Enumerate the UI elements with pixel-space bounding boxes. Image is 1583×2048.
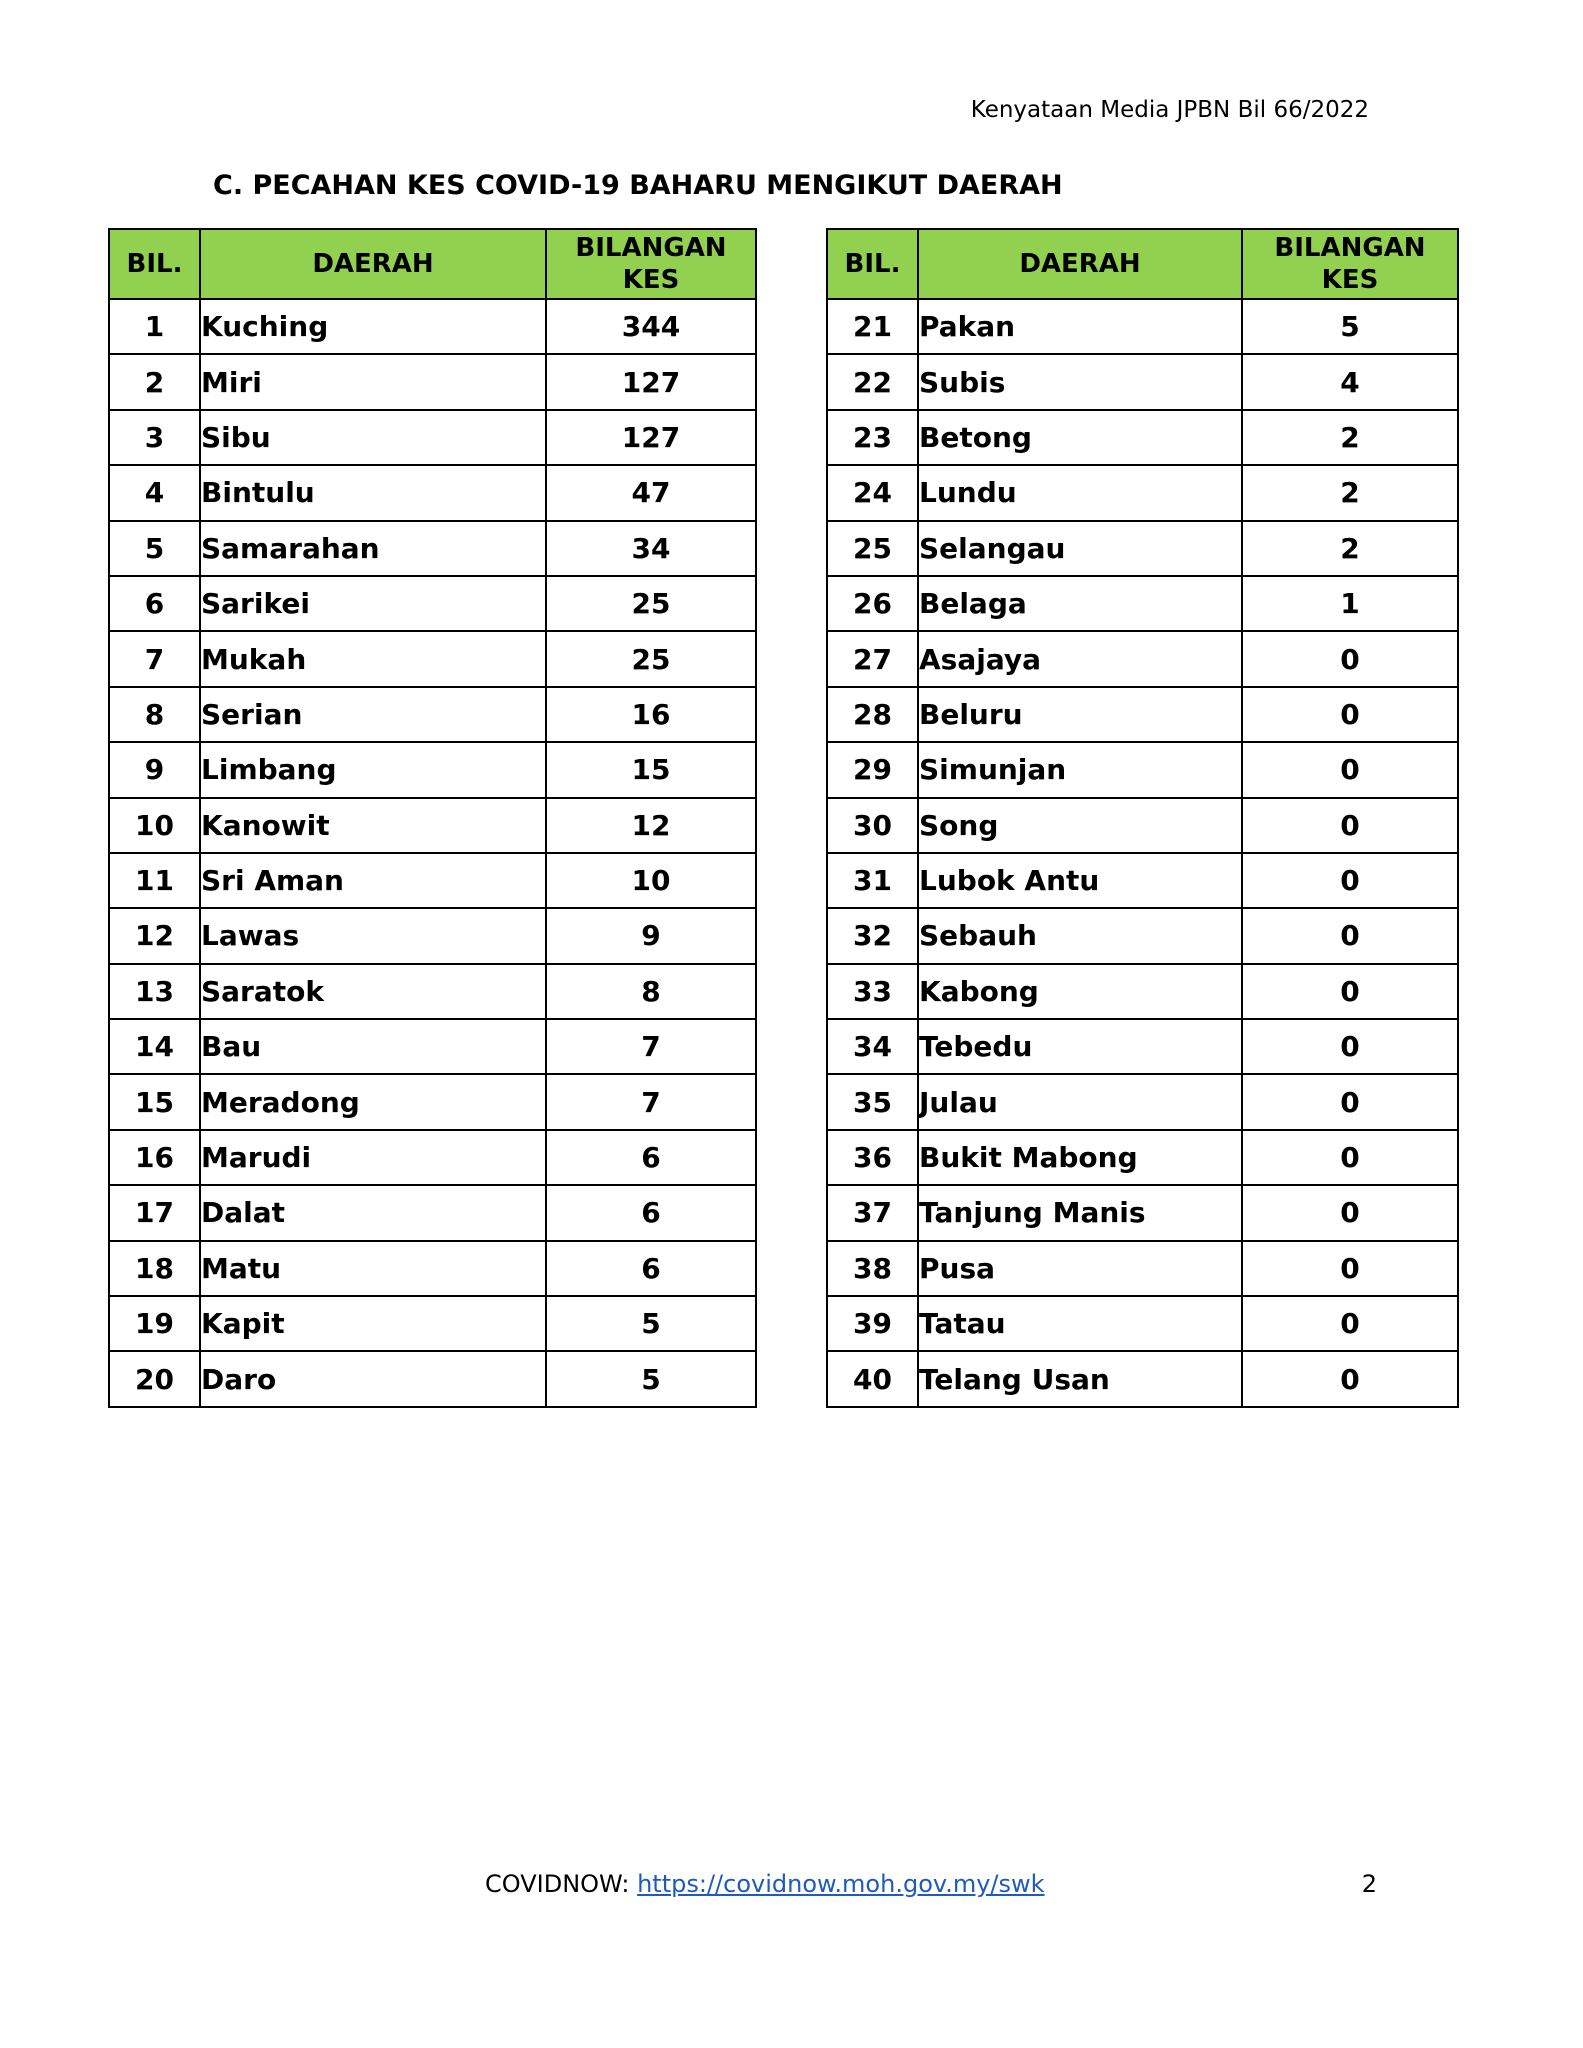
table-row [109, 1130, 756, 1185]
table-row [827, 354, 1458, 409]
table-row [109, 853, 756, 908]
case-count: 0 [1242, 631, 1458, 686]
table-row [109, 299, 756, 354]
case-count: 47 [546, 465, 756, 520]
table-row [827, 853, 1458, 908]
table-row [109, 1019, 756, 1074]
page-number: 2 [1361, 1870, 1377, 1898]
row-number: 25 [827, 521, 918, 576]
row-number: 16 [109, 1130, 200, 1185]
district-name: Kanowit [200, 798, 546, 853]
row-number: 3 [109, 410, 200, 465]
case-count: 34 [546, 521, 756, 576]
table-row [827, 1185, 1458, 1240]
row-number: 21 [827, 299, 918, 354]
table-row [827, 465, 1458, 520]
row-number: 40 [827, 1351, 918, 1406]
case-count: 344 [546, 299, 756, 354]
header-daerah: DAERAH [200, 229, 546, 299]
header-bil: BIL. [109, 229, 200, 299]
district-name: Subis [918, 354, 1242, 409]
case-count: 9 [546, 908, 756, 963]
row-number: 11 [109, 853, 200, 908]
district-name: Pusa [918, 1241, 1242, 1296]
district-name: Tatau [918, 1296, 1242, 1351]
case-count: 16 [546, 687, 756, 742]
table-row [109, 908, 756, 963]
footer-label: COVIDNOW: [485, 1870, 638, 1898]
row-number: 14 [109, 1019, 200, 1074]
case-count: 0 [1242, 908, 1458, 963]
table-row [109, 521, 756, 576]
row-number: 8 [109, 687, 200, 742]
district-name: Marudi [200, 1130, 546, 1185]
header-bilangan-line2: KES [1321, 265, 1379, 295]
district-name: Mukah [200, 631, 546, 686]
case-count: 0 [1242, 1241, 1458, 1296]
row-number: 31 [827, 853, 918, 908]
table-row [827, 798, 1458, 853]
row-number: 33 [827, 964, 918, 1019]
district-name: Serian [200, 687, 546, 742]
district-name: Simunjan [918, 742, 1242, 797]
row-number: 24 [827, 465, 918, 520]
header-daerah: DAERAH [918, 229, 1242, 299]
district-name: Lundu [918, 465, 1242, 520]
row-number: 10 [109, 798, 200, 853]
case-count: 7 [546, 1019, 756, 1074]
table-header-row [109, 229, 756, 299]
district-name: Bau [200, 1019, 546, 1074]
case-count: 7 [546, 1074, 756, 1129]
case-count: 12 [546, 798, 756, 853]
header-bilangan-kes [546, 229, 756, 299]
table-row [109, 1351, 756, 1406]
table-row [827, 299, 1458, 354]
header-bilangan-line1: BILANGAN [1274, 233, 1426, 263]
row-number: 39 [827, 1296, 918, 1351]
table-row [109, 1296, 756, 1351]
row-number: 15 [109, 1074, 200, 1129]
table-row [827, 1019, 1458, 1074]
section-title: C. PECAHAN KES COVID-19 BAHARU MENGIKUT DAERAH [213, 170, 1063, 201]
table-row [109, 1241, 756, 1296]
document-reference: Kenyataan Media JPBN Bil 66/2022 [970, 97, 1369, 123]
case-count: 5 [1242, 299, 1458, 354]
district-name: Daro [200, 1351, 546, 1406]
row-number: 17 [109, 1185, 200, 1240]
table-row [827, 908, 1458, 963]
row-number: 2 [109, 354, 200, 409]
case-count: 2 [1242, 521, 1458, 576]
table-row [827, 410, 1458, 465]
district-name: Matu [200, 1241, 546, 1296]
district-table-left [108, 228, 757, 1408]
row-number: 27 [827, 631, 918, 686]
case-count: 0 [1242, 1130, 1458, 1185]
district-name: Sarikei [200, 576, 546, 631]
district-name: Kuching [200, 299, 546, 354]
row-number: 12 [109, 908, 200, 963]
table-row [827, 1074, 1458, 1129]
case-count: 25 [546, 576, 756, 631]
case-count: 0 [1242, 1019, 1458, 1074]
district-table-right [826, 228, 1459, 1408]
case-count: 0 [1242, 687, 1458, 742]
table-row [827, 687, 1458, 742]
header-bilangan-line2: KES [622, 265, 680, 295]
case-count: 0 [1242, 1296, 1458, 1351]
district-name: Belaga [918, 576, 1242, 631]
case-count: 0 [1242, 1185, 1458, 1240]
case-count: 0 [1242, 853, 1458, 908]
table-row [109, 410, 756, 465]
row-number: 38 [827, 1241, 918, 1296]
footer [485, 1870, 1045, 1898]
case-count: 15 [546, 742, 756, 797]
case-count: 2 [1242, 465, 1458, 520]
row-number: 28 [827, 687, 918, 742]
row-number: 32 [827, 908, 918, 963]
row-number: 6 [109, 576, 200, 631]
district-name: Pakan [918, 299, 1242, 354]
district-name: Saratok [200, 964, 546, 1019]
case-count: 0 [1242, 798, 1458, 853]
table-row [827, 1296, 1458, 1351]
row-number: 23 [827, 410, 918, 465]
district-name: Lawas [200, 908, 546, 963]
district-name: Sri Aman [200, 853, 546, 908]
table-row [827, 742, 1458, 797]
table-row [109, 742, 756, 797]
row-number: 20 [109, 1351, 200, 1406]
row-number: 37 [827, 1185, 918, 1240]
row-number: 9 [109, 742, 200, 797]
case-count: 2 [1242, 410, 1458, 465]
case-count: 5 [546, 1351, 756, 1406]
row-number: 1 [109, 299, 200, 354]
row-number: 26 [827, 576, 918, 631]
case-count: 127 [546, 410, 756, 465]
district-name: Meradong [200, 1074, 546, 1129]
table-row [827, 1241, 1458, 1296]
case-count: 6 [546, 1241, 756, 1296]
case-count: 0 [1242, 1351, 1458, 1406]
district-name: Sibu [200, 410, 546, 465]
district-name: Kabong [918, 964, 1242, 1019]
case-count: 6 [546, 1130, 756, 1185]
district-name: Betong [918, 410, 1242, 465]
row-number: 29 [827, 742, 918, 797]
header-bilangan-line1: BILANGAN [575, 233, 727, 263]
table-row [109, 964, 756, 1019]
district-name: Miri [200, 354, 546, 409]
case-count: 0 [1242, 1074, 1458, 1129]
row-number: 13 [109, 964, 200, 1019]
table-row [827, 1130, 1458, 1185]
case-count: 0 [1242, 964, 1458, 1019]
table-row [109, 1185, 756, 1240]
table-row [109, 798, 756, 853]
case-count: 0 [1242, 742, 1458, 797]
district-name: Bintulu [200, 465, 546, 520]
case-count: 8 [546, 964, 756, 1019]
row-number: 18 [109, 1241, 200, 1296]
table-row [109, 465, 756, 520]
case-count: 10 [546, 853, 756, 908]
table-row [827, 521, 1458, 576]
district-name: Song [918, 798, 1242, 853]
row-number: 36 [827, 1130, 918, 1185]
table-row [109, 631, 756, 686]
district-name: Tebedu [918, 1019, 1242, 1074]
district-name: Sebauh [918, 908, 1242, 963]
covidnow-link[interactable]: https://covidnow.moh.gov.my/swk [637, 1870, 1045, 1898]
case-count: 4 [1242, 354, 1458, 409]
district-name: Asajaya [918, 631, 1242, 686]
district-name: Telang Usan [918, 1351, 1242, 1406]
table-row [827, 576, 1458, 631]
district-name: Lubok Antu [918, 853, 1242, 908]
row-number: 4 [109, 465, 200, 520]
case-count: 25 [546, 631, 756, 686]
row-number: 30 [827, 798, 918, 853]
district-name: Beluru [918, 687, 1242, 742]
district-name: Selangau [918, 521, 1242, 576]
table-row [109, 687, 756, 742]
table-row [109, 354, 756, 409]
table-row [827, 964, 1458, 1019]
table-row [827, 1351, 1458, 1406]
header-bil: BIL. [827, 229, 918, 299]
district-name: Julau [918, 1074, 1242, 1129]
table-header-row [827, 229, 1458, 299]
district-name: Samarahan [200, 521, 546, 576]
case-count: 1 [1242, 576, 1458, 631]
row-number: 35 [827, 1074, 918, 1129]
row-number: 7 [109, 631, 200, 686]
table-row [109, 1074, 756, 1129]
district-name: Limbang [200, 742, 546, 797]
header-bilangan-kes [1242, 229, 1458, 299]
row-number: 34 [827, 1019, 918, 1074]
case-count: 5 [546, 1296, 756, 1351]
district-name: Dalat [200, 1185, 546, 1240]
row-number: 19 [109, 1296, 200, 1351]
case-count: 127 [546, 354, 756, 409]
district-name: Bukit Mabong [918, 1130, 1242, 1185]
row-number: 5 [109, 521, 200, 576]
table-row [109, 576, 756, 631]
district-name: Kapit [200, 1296, 546, 1351]
district-name: Tanjung Manis [918, 1185, 1242, 1240]
case-count: 6 [546, 1185, 756, 1240]
row-number: 22 [827, 354, 918, 409]
table-row [827, 631, 1458, 686]
